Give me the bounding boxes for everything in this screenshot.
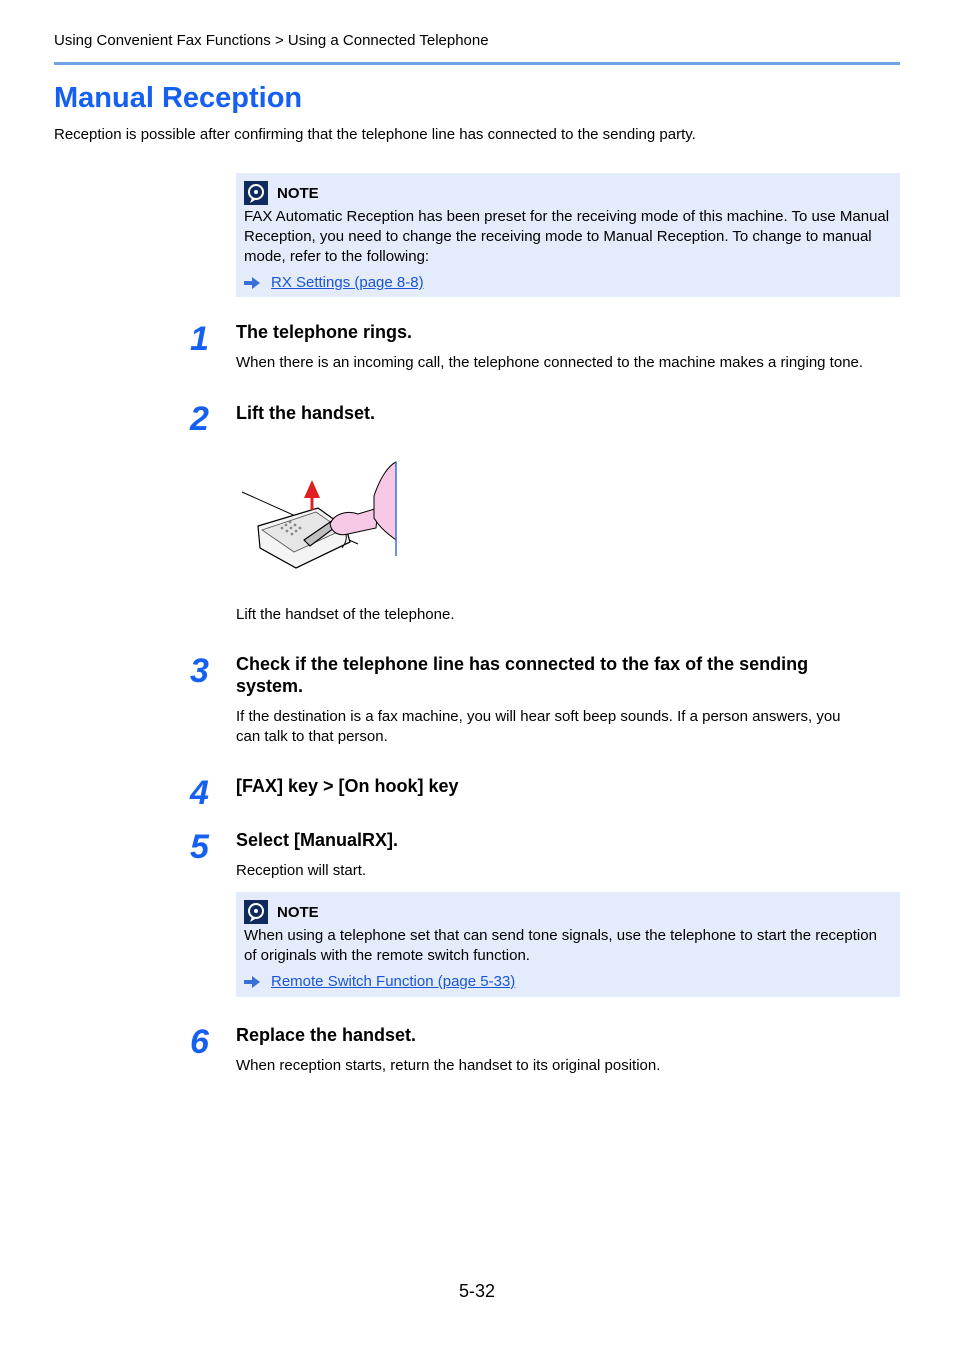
note-label: NOTE <box>277 184 319 202</box>
step-title: The telephone rings. <box>236 322 413 342</box>
step-title: [FAX] key > [On hook] key <box>236 776 459 796</box>
note-icon <box>244 181 268 205</box>
step-text: Reception will start. <box>236 862 367 879</box>
breadcrumb: Using Convenient Fax Functions > Using a Connected Telephone <box>54 32 489 49</box>
step-title: Check if the telephone line has connected to the fax of the sending system. <box>236 654 809 696</box>
note-text: When using a telephone set that can send tone signals, use the telephone to start the reception of originals with the remote switch function. <box>244 927 877 964</box>
step-number: 3 <box>190 652 209 690</box>
step-title: Lift the handset. <box>236 403 375 423</box>
step-text: When there is an incoming call, the telephone connected to the machine makes a ringing tone. <box>236 354 864 371</box>
remote-switch-link[interactable]: Remote Switch Function (page 5-33) <box>271 973 516 990</box>
step-number: 4 <box>190 774 209 812</box>
step-number: 5 <box>190 828 209 866</box>
header-rule <box>54 62 900 65</box>
arrow-right-icon <box>244 277 260 289</box>
page-number: 5-32 <box>458 1281 496 1301</box>
rx-settings-link[interactable]: RX Settings (page 8-8) <box>271 274 424 291</box>
intro-text: Reception is possible after confirming that the telephone line has connected to the sending party. <box>54 126 696 143</box>
arrow-right-icon <box>244 976 260 988</box>
note-box <box>236 892 900 997</box>
page-title: Manual Reception <box>54 82 303 114</box>
step-number: 2 <box>190 400 209 438</box>
note-icon <box>244 900 268 924</box>
step-text: If the destination is a fax machine, you will hear soft beep sounds. If a person answers, you can talk to that person. <box>236 708 841 745</box>
step-title: Replace the handset. <box>236 1025 417 1045</box>
step-number: 6 <box>190 1023 209 1061</box>
step-title: Select [ManualRX]. <box>236 830 399 850</box>
lift-handset-illustration <box>238 458 400 570</box>
note-box <box>236 173 900 297</box>
note-label: NOTE <box>277 903 319 921</box>
step-number: 1 <box>190 320 209 358</box>
step-text: When reception starts, return the handset to its original position. <box>236 1057 661 1074</box>
note-text: FAX Automatic Reception has been preset for the receiving mode of this machine. To use Manual Reception, you need to change the receiving mode to Manual Reception. To change to manual mode, refer to the following: <box>244 208 890 265</box>
step-text: Lift the handset of the telephone. <box>236 606 455 623</box>
